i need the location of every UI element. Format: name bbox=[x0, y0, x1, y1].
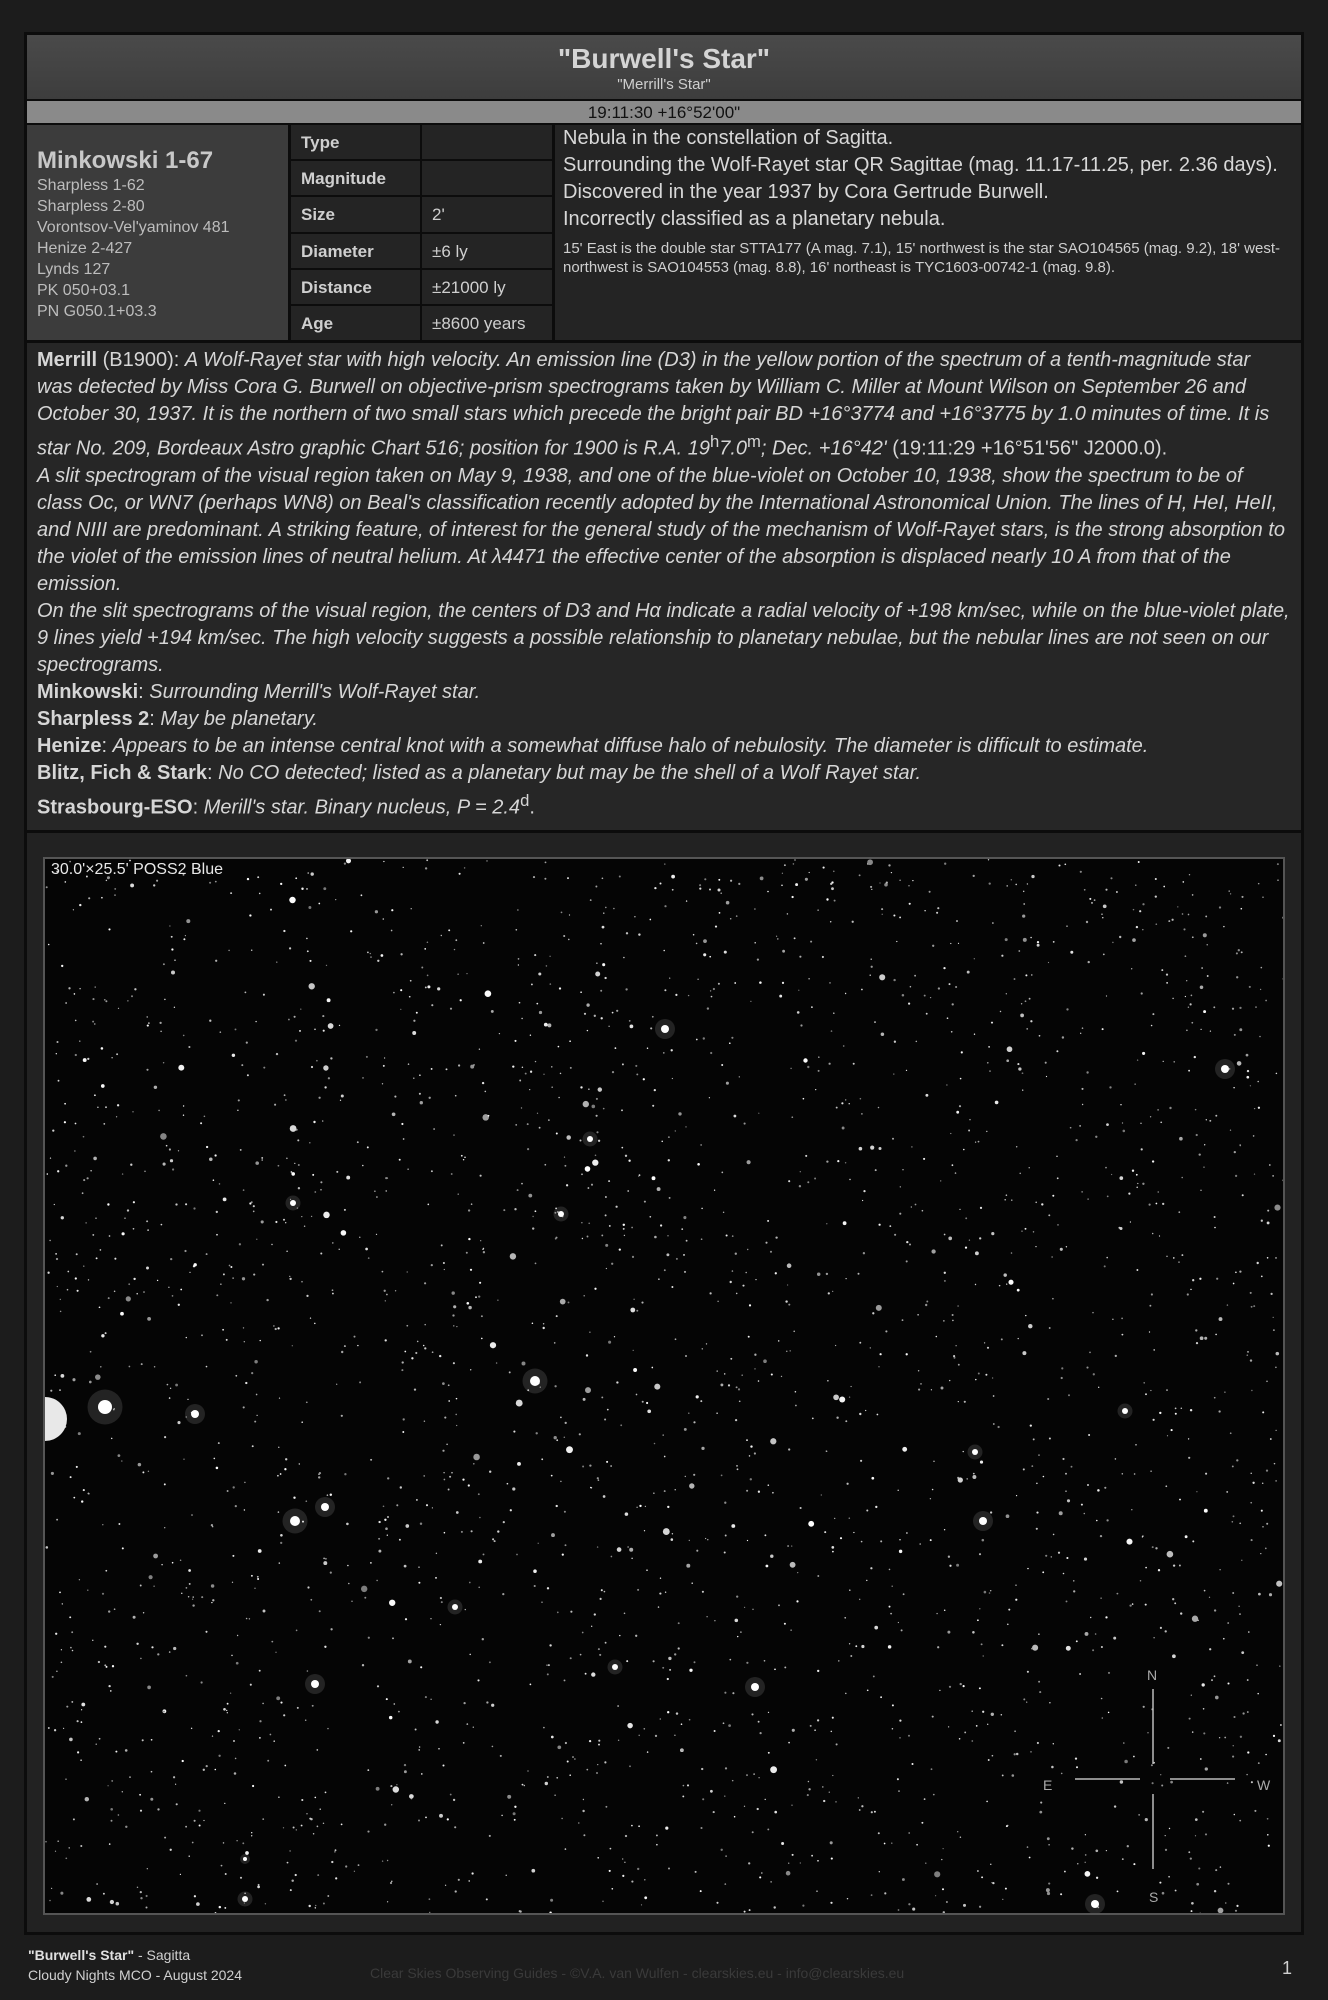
note-author: Henize bbox=[37, 734, 102, 757]
property-key: Type bbox=[291, 125, 422, 159]
compass-east-label: E bbox=[1043, 1777, 1053, 1793]
property-value: 2' bbox=[432, 205, 445, 225]
property-row bbox=[291, 306, 552, 340]
guide-frame bbox=[24, 32, 1304, 1935]
alias: Sharpless 2-80 bbox=[37, 198, 145, 215]
info-row bbox=[27, 125, 1301, 343]
note-author: Blitz, Fich & Stark bbox=[37, 761, 208, 784]
superscript: h bbox=[709, 432, 720, 451]
main-designation: Minkowski 1-67 bbox=[37, 147, 214, 174]
note-minkowski: Minkowski: Surrounding Merrill's Wolf-Rayet star. bbox=[37, 680, 481, 703]
footer-constellation: - Sagitta bbox=[134, 1947, 191, 1963]
property-value: ±21000 ly bbox=[432, 277, 506, 297]
note-text: No CO detected; listed as a planetary but may be the shell of a Wolf Rayet star. bbox=[218, 761, 922, 784]
note-author: Strasbourg-ESO bbox=[37, 796, 193, 819]
description-line: Incorrectly classified as a planetary nebula. bbox=[563, 208, 946, 230]
note-text: May be planetary. bbox=[160, 707, 318, 730]
note-merrill-p3 bbox=[37, 598, 1291, 679]
alias: PN G050.1+03.3 bbox=[37, 303, 157, 320]
property-value bbox=[422, 161, 552, 195]
star-field-photo bbox=[43, 857, 1285, 1915]
footer-info bbox=[28, 1945, 242, 1985]
star-field-image bbox=[45, 859, 1285, 1915]
compass-south-label: S bbox=[1149, 1889, 1159, 1905]
note-text: A slit spectrogram of the visual region taken on May 9, 1938, and one of the blue-violet on October 10, 1938, show the spectrum to be of class Oc, or WN7 (perhaps WN8) on Beal's classification recently adopted by the International Astronomical Union. The lines of H, HeI, HeII, and NIII are predominant. A striking feature, of interest for the general study of the mechanism of Wolf-Rayet stars, is the strong absorption to the violet of the emission lines of neutral helium. At λ4471 the effective center of the absorption is displaced nearly 10 A from that of the emission. bbox=[37, 464, 1286, 595]
footer-object: "Burwell's Star" bbox=[28, 1947, 135, 1963]
footer-event: Cloudy Nights MCO - August 2024 bbox=[28, 1967, 242, 1983]
note-text: ; Dec. +16°42' bbox=[760, 437, 887, 460]
note-henize: Henize: Appears to be an intense central knot with a somewhat diffuse halo of nebulosity. The diameter is difficult to estimate. bbox=[37, 734, 1149, 757]
note-text: Appears to be an intense central knot with a somewhat diffuse halo of nebulosity. The diameter is difficult to estimate. bbox=[112, 734, 1149, 757]
footer-credits: Clear Skies Observing Guides - ©V.A. van Wulfen - clearskies.eu - info@clearskies.eu bbox=[370, 1965, 905, 1981]
property-row bbox=[291, 197, 552, 233]
note-author: Sharpless 2 bbox=[37, 707, 150, 730]
note-text: On the slit spectrograms of the visual region, the centers of D3 and Hα indicate a radial velocity of +198 km/sec, while on the blue-violet plate, 9 lines yield +194 km/sec. The high velocity suggests a possible relationship to planetary nebulae, but the nebular lines are not seen on our spectrograms. bbox=[37, 599, 1290, 676]
note-text: (19:11:29 +16°51'56" J2000.0). bbox=[886, 437, 1168, 460]
property-key: Diameter bbox=[291, 234, 422, 268]
property-key: Magnitude bbox=[291, 161, 422, 195]
page-number: 1 bbox=[1282, 1958, 1293, 1978]
description-panel bbox=[555, 125, 1301, 340]
alias: Sharpless 1-62 bbox=[37, 177, 145, 194]
note-sharpless: Sharpless 2: May be planetary. bbox=[37, 707, 318, 730]
neighbourhood-note: 15' East is the double star STTA177 (A mag. 7.1), 15' northwest is the star SAO104565 (mag. 9.2), 18' west-northwest is SAO104553 (mag. 8.8), 16' northeast is TYC1603-00742-1 (mag. 9.8). bbox=[563, 240, 1281, 276]
coordinates-bar: 19:11:30 +16°52'00" bbox=[27, 101, 1301, 125]
historical-notes bbox=[27, 343, 1301, 833]
description-line: Surrounding the Wolf-Rayet star QR Sagittae (mag. 11.17-11.25, per. 2.36 days). bbox=[563, 154, 1278, 176]
properties-table bbox=[291, 125, 555, 340]
title-bar bbox=[27, 35, 1301, 101]
note-author: Minkowski bbox=[37, 680, 139, 703]
footer-object-line bbox=[28, 1945, 242, 1965]
note-text: A Wolf-Rayet star with high velocity. An emission line (D3) in the yellow portion of the spectrum of a tenth-magnitude star was detected by Miss Cora G. Burwell on objective-prism spectrograms taken by William C. Miller at Mount Wilson on September 26 and October 30, 1937. It is the northern of two small stars which precede the bright pair BD +16°3774 and +16°3775 by 1.0 minutes of time. It is star No. 209, Bordeaux Astro graphic Chart 516; position for 1900 is R.A. 19 bbox=[37, 349, 1270, 460]
property-value bbox=[422, 125, 552, 159]
note-text: Surrounding Merrill's Wolf-Rayet star. bbox=[149, 680, 481, 703]
superscript: m bbox=[747, 432, 761, 451]
note-blitz: Blitz, Fich & Stark: No CO detected; listed as a planetary but may be the shell of a Wolf Rayet star. bbox=[37, 761, 922, 784]
note-author: Merrill bbox=[37, 349, 98, 371]
note-text: Merill's star. Binary nucleus, P = 2.4 bbox=[203, 796, 521, 819]
page-subtitle: "Merrill's Star" bbox=[617, 76, 711, 93]
compass-north-label: N bbox=[1147, 1667, 1158, 1683]
photo-caption: 30.0'×25.5' POSS2 Blue bbox=[51, 861, 224, 878]
superscript: d bbox=[520, 790, 530, 810]
property-key: Distance bbox=[291, 270, 422, 304]
description-line: Nebula in the constellation of Sagitta. bbox=[563, 127, 894, 149]
note-merrill bbox=[37, 347, 1291, 463]
property-row bbox=[291, 161, 552, 197]
property-value: ±6 ly bbox=[432, 241, 468, 261]
compass-west-label: W bbox=[1257, 1777, 1271, 1793]
note-text: . bbox=[529, 796, 535, 819]
note-text: 7.0 bbox=[719, 437, 748, 460]
property-key: Age bbox=[291, 306, 422, 340]
note-reference: (B1900): bbox=[97, 349, 185, 371]
property-key: Size bbox=[291, 197, 422, 231]
identifiers-panel bbox=[27, 125, 291, 340]
description-line: Discovered in the year 1937 by Cora Gertrude Burwell. bbox=[563, 181, 1049, 203]
note-strasbourg: Strasbourg-ESO: Merill's star. Binary nucleus, P = 2.4$^d$. bbox=[37, 790, 535, 819]
alias: Henize 2-427 bbox=[37, 240, 133, 257]
property-value: ±8600 years bbox=[432, 313, 526, 333]
property-row bbox=[291, 234, 552, 270]
page-title: "Burwell's Star" bbox=[557, 43, 771, 74]
property-row bbox=[291, 125, 552, 161]
alias: PK 050+03.1 bbox=[37, 282, 130, 299]
note-merrill-p2 bbox=[37, 463, 1291, 598]
alias: Vorontsov-Vel'yaminov 481 bbox=[37, 219, 230, 236]
alias: Lynds 127 bbox=[37, 261, 111, 278]
property-row bbox=[291, 270, 552, 306]
